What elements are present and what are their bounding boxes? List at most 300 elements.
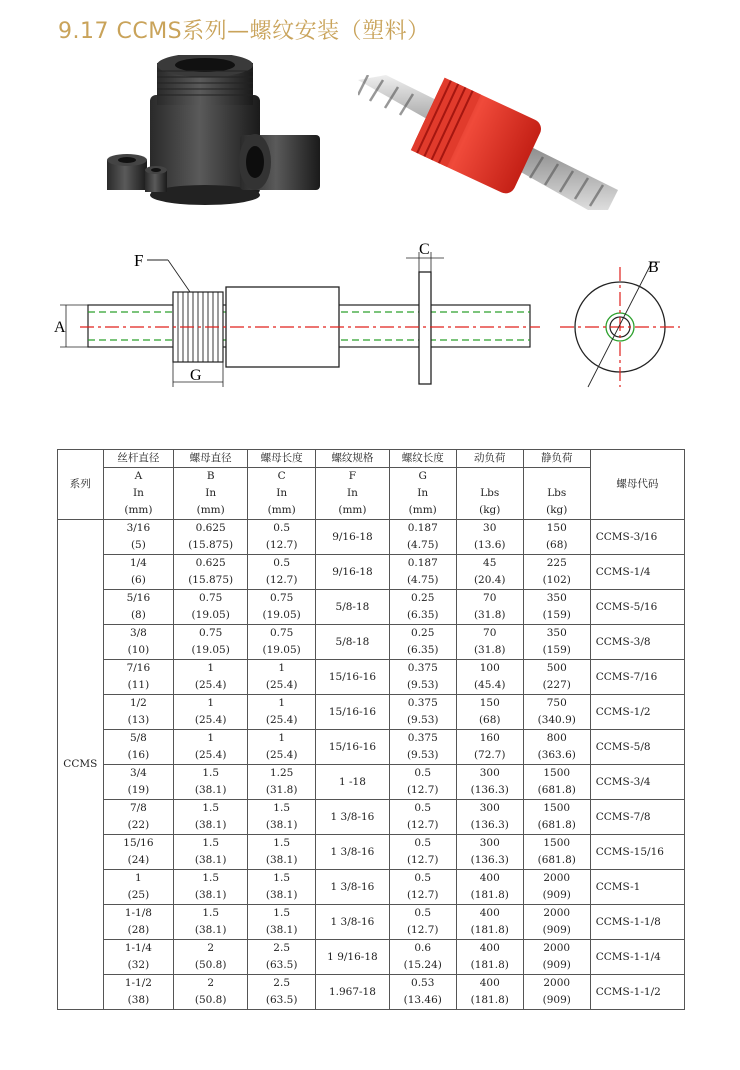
column-unit2: [523, 502, 590, 520]
column-name-label: 螺母长度: [260, 452, 303, 464]
cell-value: 7/16: [126, 662, 151, 674]
cell-f: [316, 800, 390, 835]
nut-code-label: CCMS-1-1/2: [595, 985, 661, 998]
code-header-label: 螺母代码: [616, 478, 659, 490]
cell-metric: (4.75): [406, 574, 439, 586]
column-name: [316, 450, 390, 468]
cell-value: 0.375: [407, 697, 438, 709]
cell-value: 2000: [543, 872, 571, 884]
cell-d: [456, 905, 523, 940]
cell-value: 0.5: [273, 557, 290, 569]
cell-c: [248, 555, 316, 590]
cell-value: 0.625: [195, 522, 226, 534]
cell-value: 0.187: [407, 522, 438, 534]
cell-metric: (12.7): [265, 539, 298, 551]
cell-value: 15/16-16: [328, 740, 377, 753]
cell-value: 350: [546, 627, 567, 639]
column-unit: [103, 485, 174, 502]
cell-g: [389, 835, 456, 870]
table-row: [58, 905, 685, 940]
cell-value: 1.5: [202, 872, 220, 884]
cell-value: 0.375: [407, 662, 438, 674]
nut-code: [590, 590, 684, 625]
table-row: [58, 520, 685, 555]
nut-code: [590, 870, 684, 905]
cell-c: [248, 660, 316, 695]
column-letter: [248, 468, 316, 486]
cell-value: 1: [135, 872, 142, 884]
table-row: [58, 730, 685, 765]
cell-value: 1-1/2: [124, 977, 152, 989]
cell-d: [456, 625, 523, 660]
cell-b: [174, 940, 248, 975]
table-row: [58, 590, 685, 625]
nut-code-label: CCMS-3/8: [595, 635, 651, 648]
column-letter-label: B: [206, 470, 215, 482]
column-name-label: 螺纹规格: [331, 452, 374, 464]
column-letter: [103, 468, 174, 486]
table-row: [58, 800, 685, 835]
cell-value: 15/16-16: [328, 705, 377, 718]
cell-metric: (159): [542, 609, 571, 621]
cell-metric: (68): [545, 539, 568, 551]
cell-metric: (19.05): [191, 609, 230, 621]
cell-metric: (38.1): [265, 889, 298, 901]
column-unit-label: Lbs: [547, 487, 567, 499]
cell-value: 5/8: [129, 732, 147, 744]
cell-c: [248, 625, 316, 660]
column-unit: [389, 485, 456, 502]
cell-value: 0.5: [414, 872, 432, 884]
cell-b: [174, 660, 248, 695]
cell-value: 400: [479, 872, 500, 884]
cell-metric: (31.8): [473, 644, 506, 656]
cell-a: [103, 590, 174, 625]
cell-metric: (8): [130, 609, 146, 621]
cell-value: 70: [483, 592, 497, 604]
cell-metric: (68): [478, 714, 501, 726]
cell-metric: (12.7): [406, 924, 439, 936]
cell-metric: (340.9): [537, 714, 576, 726]
cell-c: [248, 905, 316, 940]
cell-f: [316, 555, 390, 590]
column-unit2: [389, 502, 456, 520]
nut-code-label: CCMS-1/2: [595, 705, 651, 718]
cell-value: 0.25: [411, 592, 435, 604]
cell-d: [456, 835, 523, 870]
cell-value: 1.5: [202, 802, 220, 814]
label-g: G: [190, 367, 202, 384]
cell-metric: (15.24): [403, 959, 442, 971]
table-row: [58, 975, 685, 1010]
black-nut-photo: [95, 55, 335, 215]
cell-value: 750: [546, 697, 567, 709]
cell-metric: (25): [127, 889, 150, 901]
cell-value: 1 9/16-18: [327, 950, 378, 963]
cell-b: [174, 800, 248, 835]
cell-c: [248, 765, 316, 800]
cell-metric: (19.05): [262, 609, 301, 621]
cell-s: [523, 870, 590, 905]
cell-metric: (681.8): [537, 819, 576, 831]
cell-metric: (181.8): [470, 924, 509, 936]
cell-metric: (63.5): [265, 994, 298, 1006]
cell-value: 0.5: [273, 522, 290, 534]
cell-value: 1.5: [273, 907, 290, 919]
cell-value: 9/16-18: [332, 565, 373, 578]
cell-c: [248, 975, 316, 1010]
column-name: [523, 450, 590, 468]
cell-f: [316, 940, 390, 975]
cell-metric: (20.4): [473, 574, 506, 586]
label-b: B: [648, 259, 659, 276]
column-unit2-label: (mm): [196, 504, 225, 516]
table-row: [58, 765, 685, 800]
cell-metric: (181.8): [470, 959, 509, 971]
code-header: [590, 450, 684, 520]
cell-metric: (4.75): [406, 539, 439, 551]
cell-metric: (6.35): [406, 609, 439, 621]
cell-value: 3/16: [126, 522, 151, 534]
cell-a: [103, 660, 174, 695]
series-cell: [58, 520, 104, 1010]
nut-code: [590, 905, 684, 940]
nut-code: [590, 555, 684, 590]
cell-metric: (38.1): [265, 854, 298, 866]
column-unit2-label: (mm): [408, 504, 437, 516]
cell-metric: (681.8): [537, 854, 576, 866]
column-letter-label: F: [348, 470, 357, 482]
cell-a: [103, 625, 174, 660]
technical-drawing: [40, 232, 700, 402]
cell-value: 5/8-18: [335, 635, 370, 648]
cell-a: [103, 975, 174, 1010]
label-c: C: [419, 241, 430, 258]
nut-code: [590, 800, 684, 835]
cell-metric: (50.8): [194, 994, 227, 1006]
table-row: [58, 870, 685, 905]
cell-value: 150: [479, 697, 500, 709]
cell-metric: (12.7): [406, 819, 439, 831]
column-unit-label: In: [205, 487, 217, 499]
cell-metric: (38.1): [194, 889, 227, 901]
cell-metric: (38.1): [265, 819, 298, 831]
cell-metric: (909): [542, 994, 571, 1006]
cell-metric: (19.05): [262, 644, 301, 656]
cell-a: [103, 695, 174, 730]
cell-value: 400: [479, 977, 500, 989]
cell-metric: (159): [542, 644, 571, 656]
cell-value: 160: [479, 732, 500, 744]
cell-value: 45: [483, 557, 497, 569]
cell-value: 300: [479, 837, 500, 849]
cell-metric: (22): [127, 819, 150, 831]
cell-metric: (181.8): [470, 994, 509, 1006]
cell-metric: (25.4): [265, 714, 298, 726]
cell-value: 1 -18: [338, 775, 366, 788]
column-name-label: 螺纹长度: [401, 452, 444, 464]
cell-metric: (9.53): [406, 749, 439, 761]
cell-g: [389, 730, 456, 765]
cell-c: [248, 940, 316, 975]
cell-value: 1.25: [269, 767, 294, 779]
column-name: [103, 450, 174, 468]
cell-value: 5/16: [126, 592, 151, 604]
cell-a: [103, 555, 174, 590]
cell-a: [103, 940, 174, 975]
cell-value: 1500: [543, 802, 571, 814]
cell-metric: (909): [542, 959, 571, 971]
cell-metric: (136.3): [470, 784, 509, 796]
nut-code: [590, 520, 684, 555]
table-row: [58, 835, 685, 870]
cell-f: [316, 905, 390, 940]
nut-code: [590, 730, 684, 765]
cell-value: 0.6: [414, 942, 432, 954]
cell-f: [316, 625, 390, 660]
cell-value: 0.53: [411, 977, 435, 989]
cell-a: [103, 870, 174, 905]
cell-value: 2000: [543, 942, 571, 954]
column-unit2-label: (mm): [124, 504, 153, 516]
nut-code-label: CCMS-1-1/4: [595, 950, 661, 963]
cell-metric: (13): [127, 714, 150, 726]
cell-s: [523, 975, 590, 1010]
cell-d: [456, 975, 523, 1010]
cell-d: [456, 730, 523, 765]
cell-d: [456, 555, 523, 590]
cell-g: [389, 660, 456, 695]
series-name: CCMS: [63, 758, 98, 770]
cell-f: [316, 730, 390, 765]
column-unit2: [103, 502, 174, 520]
cell-value: 350: [546, 592, 567, 604]
column-unit: [248, 485, 316, 502]
column-unit: [174, 485, 248, 502]
cell-c: [248, 870, 316, 905]
cell-a: [103, 835, 174, 870]
column-unit-label: In: [346, 487, 358, 499]
cell-value: 300: [479, 802, 500, 814]
cell-metric: (9.53): [406, 679, 439, 691]
cell-metric: (181.8): [470, 889, 509, 901]
column-letter: [316, 468, 390, 486]
nut-code-label: CCMS-1/4: [595, 565, 651, 578]
cell-d: [456, 520, 523, 555]
nut-code-label: CCMS-5/16: [595, 600, 658, 613]
cell-value: 1/4: [129, 557, 147, 569]
column-name-label: 螺母直径: [189, 452, 232, 464]
column-unit2: [316, 502, 390, 520]
column-name: [174, 450, 248, 468]
cell-value: 1-1/8: [124, 907, 152, 919]
cell-metric: (11): [127, 679, 150, 691]
cell-d: [456, 590, 523, 625]
cell-value: 0.625: [195, 557, 226, 569]
cell-metric: (12.7): [406, 889, 439, 901]
cell-a: [103, 520, 174, 555]
column-letter-label: C: [277, 470, 286, 482]
cell-value: 5/8-18: [335, 600, 370, 613]
cell-b: [174, 835, 248, 870]
cell-g: [389, 765, 456, 800]
cell-value: 2.5: [273, 977, 290, 989]
cell-value: 1: [278, 697, 285, 709]
column-unit-label: In: [276, 487, 288, 499]
column-unit: [523, 485, 590, 502]
cell-b: [174, 730, 248, 765]
cell-value: 1: [207, 697, 215, 709]
column-unit2: [174, 502, 248, 520]
cell-d: [456, 695, 523, 730]
column-letter-label: A: [134, 470, 143, 482]
cell-metric: (38.1): [265, 924, 298, 936]
cell-c: [248, 590, 316, 625]
cell-d: [456, 660, 523, 695]
cell-f: [316, 835, 390, 870]
cell-g: [389, 695, 456, 730]
cell-metric: (15.875): [188, 539, 234, 551]
cell-value: 3/4: [129, 767, 147, 779]
cell-value: 2.5: [273, 942, 290, 954]
cell-s: [523, 590, 590, 625]
cell-f: [316, 590, 390, 625]
column-name-label: 丝杆直径: [117, 452, 160, 464]
cell-metric: (136.3): [470, 854, 509, 866]
cell-d: [456, 940, 523, 975]
cell-metric: (13.46): [403, 994, 442, 1006]
column-letter-label: G: [418, 470, 427, 482]
cell-metric: (25.4): [265, 749, 298, 761]
column-name-label: 动负荷: [473, 452, 506, 464]
cell-b: [174, 870, 248, 905]
cell-metric: (38.1): [194, 924, 227, 936]
cell-s: [523, 555, 590, 590]
cell-value: 150: [546, 522, 567, 534]
cell-a: [103, 765, 174, 800]
series-header-label: 系列: [69, 478, 91, 490]
column-unit2-label: (mm): [338, 504, 367, 516]
cell-a: [103, 800, 174, 835]
cell-metric: (9.53): [406, 714, 439, 726]
cell-metric: (6.35): [406, 644, 439, 656]
cell-metric: (24): [127, 854, 150, 866]
cell-b: [174, 555, 248, 590]
cell-g: [389, 905, 456, 940]
cell-metric: (12.7): [406, 784, 439, 796]
cell-value: 1-1/4: [124, 942, 152, 954]
nut-code: [590, 625, 684, 660]
column-unit2: [456, 502, 523, 520]
cell-value: 30: [483, 522, 497, 534]
cell-metric: (16): [127, 749, 150, 761]
column-unit: [316, 485, 390, 502]
cell-metric: (227): [542, 679, 571, 691]
cell-b: [174, 765, 248, 800]
cell-b: [174, 975, 248, 1010]
column-name: [456, 450, 523, 468]
cell-value: 300: [479, 767, 500, 779]
cell-value: 7/8: [129, 802, 147, 814]
cell-c: [248, 520, 316, 555]
table-row: [58, 555, 685, 590]
cell-g: [389, 800, 456, 835]
cell-metric: (38.1): [194, 819, 227, 831]
nut-code: [590, 695, 684, 730]
cell-metric: (31.8): [473, 609, 506, 621]
cell-metric: (28): [127, 924, 150, 936]
nut-code: [590, 660, 684, 695]
column-unit2-label: (kg): [546, 504, 568, 516]
nut-code-label: CCMS-7/8: [595, 810, 651, 823]
nut-code-label: CCMS-1: [595, 880, 641, 893]
cell-c: [248, 730, 316, 765]
cell-metric: (12.7): [265, 574, 298, 586]
cell-s: [523, 905, 590, 940]
cell-value: 0.25: [411, 627, 435, 639]
cell-metric: (681.8): [537, 784, 576, 796]
cell-value: 1.5: [202, 837, 220, 849]
red-nut-photo: [358, 75, 618, 210]
nut-code: [590, 765, 684, 800]
nut-code: [590, 940, 684, 975]
cell-a: [103, 905, 174, 940]
cell-metric: (25.4): [194, 679, 227, 691]
cell-f: [316, 660, 390, 695]
cell-f: [316, 870, 390, 905]
cell-value: 0.5: [414, 802, 432, 814]
cell-metric: (38.1): [194, 784, 227, 796]
column-unit2-label: (kg): [479, 504, 501, 516]
cell-value: 2000: [543, 907, 571, 919]
cell-value: 1: [278, 732, 285, 744]
cell-value: 0.75: [198, 592, 223, 604]
nut-code-label: CCMS-3/16: [595, 530, 658, 543]
cell-f: [316, 765, 390, 800]
label-f: F: [134, 251, 144, 270]
cell-value: 1 3/8-16: [330, 915, 375, 928]
cell-value: 0.75: [198, 627, 223, 639]
cell-metric: (19.05): [191, 644, 230, 656]
cell-s: [523, 835, 590, 870]
nut-code-label: CCMS-5/8: [595, 740, 651, 753]
column-name: [248, 450, 316, 468]
cell-value: 1 3/8-16: [330, 845, 375, 858]
cell-s: [523, 695, 590, 730]
flange: [419, 272, 431, 384]
cell-f: [316, 520, 390, 555]
cell-value: 0.5: [414, 907, 432, 919]
cell-value: 1.5: [273, 837, 290, 849]
cell-metric: (5): [130, 539, 146, 551]
cell-g: [389, 625, 456, 660]
cell-value: 2000: [543, 977, 571, 989]
cell-value: 1500: [543, 767, 571, 779]
nut-code-label: CCMS-15/16: [595, 845, 664, 858]
cell-value: 0.75: [269, 592, 294, 604]
cell-metric: (136.3): [470, 819, 509, 831]
cell-b: [174, 905, 248, 940]
cell-metric: (50.8): [194, 959, 227, 971]
cell-f: [316, 695, 390, 730]
cell-g: [389, 975, 456, 1010]
cell-g: [389, 940, 456, 975]
cell-metric: (31.8): [265, 784, 298, 796]
cell-value: 500: [546, 662, 567, 674]
cell-metric: (909): [542, 889, 571, 901]
cell-metric: (38.1): [194, 854, 227, 866]
cell-metric: (15.875): [188, 574, 234, 586]
